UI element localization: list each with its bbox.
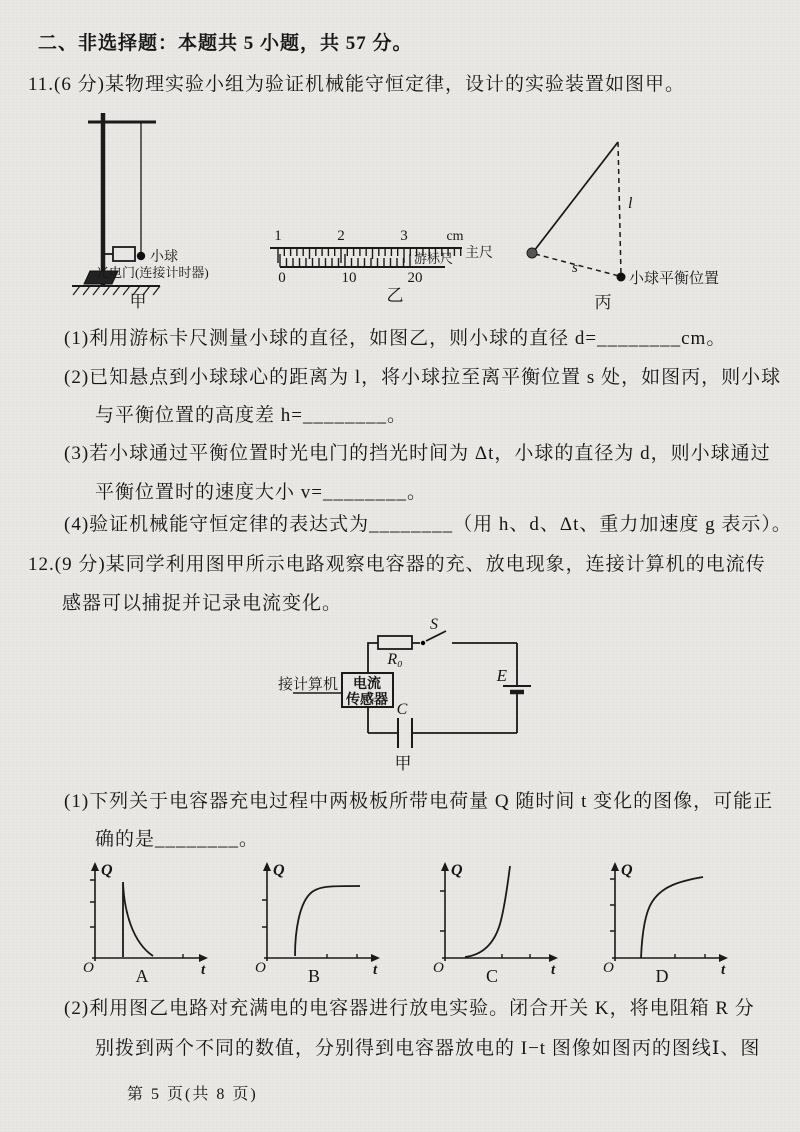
y-axis-label: Q (273, 862, 285, 879)
string-displaced (534, 142, 618, 251)
x-arrow-icon (719, 954, 728, 962)
displacement-label: s (572, 260, 578, 276)
origin-label: O (433, 960, 444, 976)
y-arrow-icon (611, 862, 619, 871)
switch-label: S (430, 616, 438, 633)
vernier-tick-0: 0 (278, 270, 286, 286)
figure-jia-apparatus (68, 105, 278, 317)
x-arrow-icon (371, 954, 380, 962)
ball-equilibrium-icon (617, 273, 626, 282)
x-axis-label: t (373, 962, 378, 978)
sensor-label-line1: 电流 (353, 677, 381, 692)
curve-c (465, 866, 510, 957)
y-arrow-icon (91, 862, 99, 871)
q11-part3-line1: (3)若小球通过平衡位置时光电门的挡光时间为 Δt，小球的直径为 d，则小球通过 (64, 443, 771, 464)
graph-option-b (242, 858, 402, 988)
axis-ticks (610, 879, 705, 958)
y-arrow-icon (263, 862, 271, 871)
length-label: l (628, 195, 633, 212)
main-tick-1: 1 (274, 228, 282, 244)
figure-yi-caliper (265, 215, 515, 310)
main-tick-2: 2 (337, 228, 345, 244)
battery-label: E (496, 666, 507, 685)
y-arrow-icon (441, 862, 449, 871)
option-letter-d: D (655, 966, 669, 986)
ball-displaced-icon (527, 248, 537, 258)
y-axis-label: Q (451, 862, 463, 879)
unit-label: cm (446, 229, 464, 244)
curve-a (123, 882, 153, 957)
q12-stem-line1: 12.(9 分)某同学利用图甲所示电路观察电容器的充、放电现象，连接计算机的电流传 (28, 554, 766, 575)
vernier-scale-name: 游标尺 (414, 251, 454, 266)
q11-part2-line1: (2)已知悬点到小球球心的距离为 l，将小球拉至离平衡位置 s 处，如图丙，则小球 (64, 367, 782, 388)
origin-label: O (83, 960, 94, 976)
ball-icon (137, 252, 145, 260)
vernier-tick-10: 10 (341, 270, 357, 286)
figure-yi-caption: 乙 (386, 286, 404, 305)
photogate-label: 光电门(连接计时器) (96, 265, 209, 280)
x-axis-label: t (201, 962, 206, 978)
computer-lead-label: 接计算机 (278, 677, 339, 693)
ball-label: 小球 (150, 250, 178, 265)
option-letter-b: B (307, 966, 321, 986)
q11-part1: (1)利用游标卡尺测量小球的直径，如图乙，则小球的直径 d=________cm。 (64, 328, 727, 349)
origin-label: O (603, 960, 614, 976)
capacitor-label: C (396, 701, 408, 718)
graph-option-c (420, 858, 580, 988)
section-header: 二、非选择题：本题共 5 小题，共 57 分。 (38, 33, 413, 54)
x-arrow-icon (199, 954, 208, 962)
x-axis-label: t (721, 962, 726, 978)
photogate-box (113, 247, 135, 261)
sensor-label-line2: 传感器 (346, 693, 388, 708)
figure-bing-caption: 丙 (594, 293, 612, 312)
q12-part2-line2: 别拨到两个不同的数值，分别得到电容器放电的 I−t 图像如图丙的图线Ⅰ、图 (95, 1038, 761, 1059)
option-letter-a: A (135, 966, 149, 986)
switch-pivot (421, 641, 425, 645)
figure-bing-geometry (515, 125, 785, 315)
graph-option-a (70, 858, 230, 988)
figure-circuit-caption: 甲 (394, 754, 412, 773)
ground-hatch (73, 286, 160, 295)
q11-part4: (4)验证机械能守恒定律的表达式为________（用 h、d、Δt、重力加速度 g 表示）。 (64, 514, 792, 535)
q12-part1-line1: (1)下列关于电容器充电过程中两极板所带电荷量 Q 随时间 t 变化的图像，可能正 (64, 791, 774, 812)
vertical-dashed-line (618, 142, 621, 275)
figure-jia-caption: 甲 (129, 292, 147, 311)
y-axis-label: Q (101, 862, 113, 879)
q12-stem-line2: 感器可以捕捉并记录电流变化。 (62, 593, 343, 614)
page-footer: 第 5 页(共 8 页) (127, 1086, 258, 1103)
q12-part1-line2: 确的是________。 (95, 829, 260, 850)
resistor-box (378, 636, 412, 649)
vernier-ticks (280, 254, 410, 267)
curve-d (641, 877, 703, 958)
x-arrow-icon (549, 954, 558, 962)
main-tick-3: 3 (400, 228, 408, 244)
vernier-tick-20: 20 (407, 270, 423, 286)
main-scale-name: 主尺 (465, 246, 493, 261)
q11-part2-line2: 与平衡位置的高度差 h=________。 (95, 405, 407, 426)
axis-ticks (90, 880, 183, 958)
equilibrium-label: 小球平衡位置 (629, 271, 720, 287)
origin-label: O (255, 960, 266, 976)
resistor-label: R₀ (387, 651, 403, 668)
q11-stem: 11.(6 分)某物理实验小组为验证机械能守恒定律，设计的实验装置如图甲。 (28, 74, 685, 95)
axis-ticks (262, 900, 357, 958)
q12-part2-line1: (2)利用图乙电路对充满电的电容器进行放电实验。闭合开关 K，将电阻箱 R 分 (64, 998, 755, 1019)
option-letter-c: C (485, 966, 499, 986)
q11-part3-line2: 平衡位置时的速度大小 v=________。 (95, 482, 427, 503)
x-axis-label: t (551, 962, 556, 978)
figure-circuit (276, 618, 546, 778)
curve-b (295, 886, 360, 956)
graph-option-d (590, 858, 750, 988)
y-axis-label: Q (621, 862, 633, 879)
